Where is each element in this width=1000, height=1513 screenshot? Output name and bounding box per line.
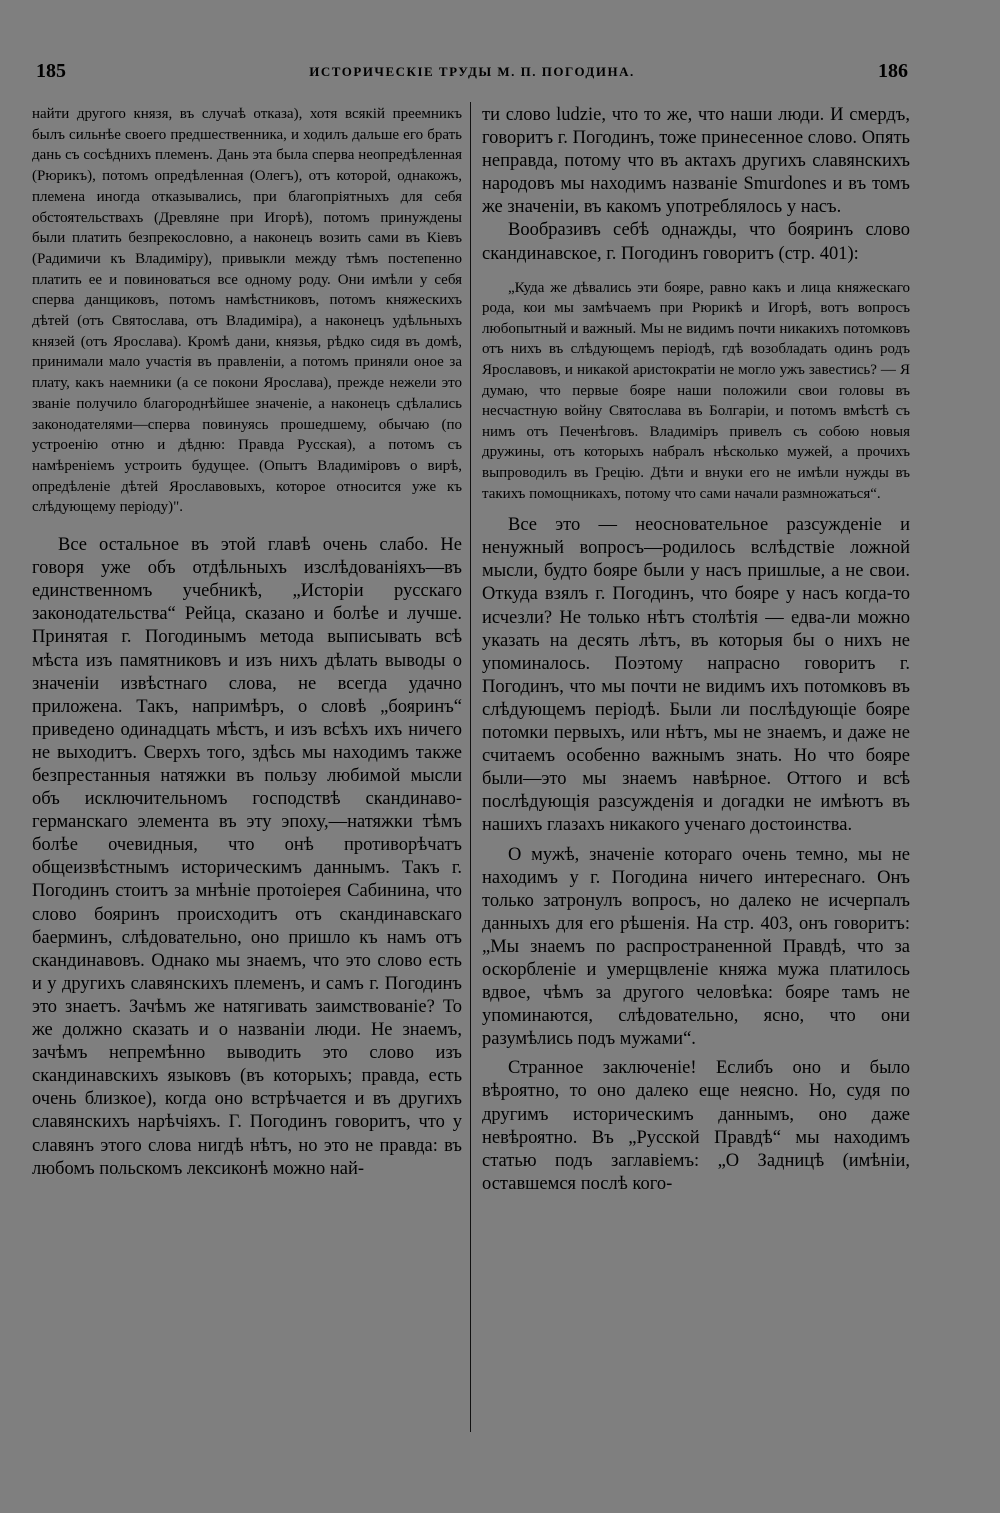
paragraph: ти слово ludzie, что то же, что наши люди. И смердъ, говоритъ г. Погодинъ, тоже принесенное слово. Опять неправда, потому что въ актахъ другихъ славянскихъ народовъ мы находимъ названіе Smurdones и въ томъ же значеніи, въ какомъ употреблялось у насъ. <box>482 105 910 218</box>
right-column <box>482 104 910 1196</box>
page-header <box>36 60 908 90</box>
page-number-left: 185 <box>36 60 66 82</box>
left-column <box>32 104 462 1181</box>
paragraph: Все остальное въ этой главѣ очень слабо. Не говоря уже объ отдѣльныхъ изслѣдованіяхъ—въ единственномъ учебникѣ, „Исторіи русскаго законодательства“ Рейца, сказано и болѣе и лучше. Принятая г. Погодинымъ метода выписывать всѣ мѣста изъ памятниковъ и изъ нихъ дѣлать выводы о значеніи извѣстнаго слова, не всегда удачно приложена. Такъ, напримѣръ, о словѣ „бояринъ“ приведено одинадцать мѣстъ, и изъ всѣхъ ихъ ничего не выходитъ. Сверхъ того, здѣсь мы находимъ также безпрестанныя натяжки въ пользу любимой мысли объ исключительномъ господствѣ скандинаво-германскаго элемента въ эту эпоху,—натяжки тѣмъ болѣе очевидныя, что онѣ противорѣчатъ общеизвѣстнымъ историческимъ даннымъ. Такъ г. Погодинъ стоитъ за мнѣніе протоіерея Сабинина, что слово бояринъ происходитъ отъ скандинавскаго баерминъ, слѣдовательно, оно пришло къ намъ отъ скандинавовъ. Однако мы знаемъ, что это слово есть и у другихъ славянскихъ племенъ, и самъ г. Погодинъ это знаетъ. Зачѣмъ же натягивать заимствованіе? То же должно сказать и о названіи люди. Не знаемъ, зачѣмъ непремѣнно выводить это слово изъ скандинавскихъ языковъ (въ которыхъ; правда, есть очень близкое), когда оно встрѣчается и въ другихъ славянскихъ нарѣчіяхъ. Г. Погодинъ говоритъ, что у славянъ этого слова нигдѣ нѣтъ, но это не правда: въ любомъ польскомъ лексиконѣ можно най- <box>32 535 462 1179</box>
page-number-right: 186 <box>878 60 908 82</box>
paragraph: Вообразивъ себѣ однажды, что бояринъ слово скандинавское, г. Погодинъ говоритъ (стр. 401): <box>482 220 910 264</box>
quote-continuation: найти другого князя, въ случаѣ отказа), хотя всякій преемникъ былъ сильнѣе своего предшественника, и ходилъ дальше его брать дань съ сосѣднихъ племенъ. Дань эта была сперва неопредѣленная (Рюрикъ), потомъ опредѣленная (Олегъ), отъ которой, однакожъ, племена иногда отказывались, при благопріятныхъ для себя обстоятельствахъ (Древляне при Игорѣ), потомъ принуждены были платить безпрекословно, а наконецъ возить сами въ Кіевъ (Радимичи къ Владиміру), привыкли между тѣмъ постепенно платить ее и повиноваться все одному роду. Они имѣли у себя сперва данщиковъ, потомъ намѣстниковъ, потомъ княжескихъ дѣтей (отъ Святослава, отъ Владиміра), а наконецъ удѣльныхъ князей (отъ Ярослава). Кромѣ дани, князья, рѣдко сидя въ домѣ, принимали мало участія въ правленіи, а потомъ приняли оное за плату, какъ наемники (а се покони Ярослава), прежде нежели это званіе получило благороднѣйшее значеніе, а наконецъ сдѣлались законодателями—сперва повинуясь прошедшему, обычаю (по устроенію отню и дѣдню: Правда Русская), а потомъ съ намѣреніемъ устроить будущее. (Опытъ Владиміровъ о вирѣ, опредѣленіе дѣтей Ярославовыхъ, которое относится уже къ слѣдующему періоду)". <box>32 106 462 516</box>
paragraph: Все это — неосновательное разсужденіе и ненужный вопросъ—родилось вслѣдствіе ложной мысли, будто бояре были у насъ пришлые, а не свои. Откуда взялъ г. Погодинъ, что бояре у насъ когда-то исчезли? Не только нѣтъ столѣтія — едва-ли можно указать на десять лѣтъ, въ которыя бы о нихъ не упоминалось. Поэтому напрасно говоритъ г. Погодинъ, что мы почти не видимъ ихъ потомковъ въ слѣдующемъ періодѣ. Были ли послѣдующіе бояре потомки первыхъ, или нѣтъ, мы не знаемъ, и даже не считаемъ особенно важнымъ знать. Но что бояре были—это мы знаемъ навѣрное. Оттого и всѣ послѣдующія разсужденія и догадки не имѣютъ въ нашихъ глазахъ никакого ученаго достоинства. <box>482 515 910 836</box>
paragraph: О мужѣ, значеніе котораго очень темно, мы не находимъ у г. Погодина ничего интереснаго. Онъ только затронулъ вопросъ, но далеко не исчерпалъ данныхъ для его рѣшенія. На стр. 403, онъ говоритъ: „Мы знаемъ по распространенной Правдѣ, что за оскорбленіе и умерщвленіе княжа мужа платилось вдвое, чѣмъ за другого человѣка: бояре тамъ не упоминаются, слѣдовательно, ясно, что они разумѣлись подъ мужами“. <box>482 844 910 1050</box>
spacer <box>482 504 910 514</box>
column-divider <box>470 102 471 1432</box>
running-title: ИСТОРИЧЕСКІЕ ТРУДЫ М. П. ПОГОДИНА. <box>309 64 635 79</box>
paragraph: Странное заключеніе! Еслибъ оно и было вѣроятно, то оно далеко еще неясно. Но, судя по другимъ историческимъ даннымъ, оно даже невѣроятно. Въ „Русской Правдѣ“ мы находимъ статью подъ заглавіемъ: „О Задницѣ (имѣніи, оставшемся послѣ кого- <box>482 1058 910 1194</box>
block-quote: „Куда же дѣвались эти бояре, равно какъ и лица княжескаго рода, кои мы замѣчаемъ при Рюрикѣ и Игорѣ, вотъ вопросъ любопытный и важный. Мы не видимъ почти никакихъ потомковъ отъ нихъ въ слѣдующемъ періодѣ, гдѣ возобладать одинъ родъ Ярославовъ, и никакой аристократіи не могло ужъ завестись? — Я думаю, что первые бояре наши положили свои головы въ несчастную войну Святослава въ Болгаріи, и потомъ вмѣстѣ съ нимъ отъ Печенѣговъ. Владиміръ привелъ съ собою новыя дружины, отъ которыхъ набралъ нѣсколько мужей, а прочихъ выпроводилъ въ Грецію. Дѣти и внуки его не имѣли нужды въ такихъ помощникахъ, потому что сами начали размножаться“. <box>482 279 910 502</box>
spacer <box>32 518 462 534</box>
spacer <box>482 266 910 278</box>
